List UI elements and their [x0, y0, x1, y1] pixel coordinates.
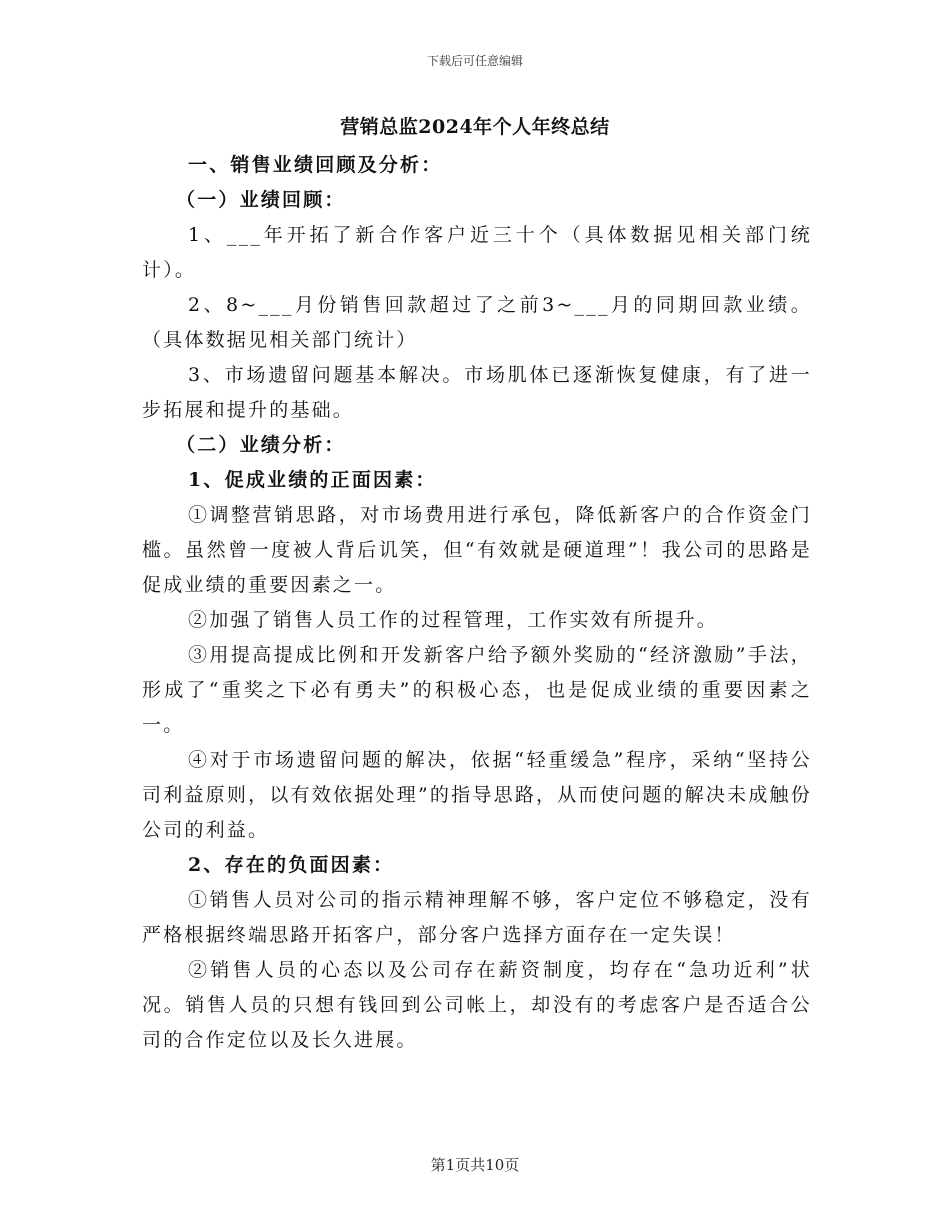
paragraph-new-clients: 1、___年开拓了新合作客户近三十个（具体数据见相关部门统计）。 — [142, 224, 812, 281]
page-header-note: 下载后可任意编辑 — [426, 54, 523, 68]
paragraph-positive-factor-3: ③用提高提成比例和开发新客户给予额外奖励的“经济激励”手法，形成了“重奖之下必有勇夫”的积极心态，也是促成业绩的重要因素之一。 — [142, 644, 812, 736]
paragraph-legacy-issues: 3、市场遗留问题基本解决。市场肌体已逐渐恢复健康，有了进一步拓展和提升的基础。 — [142, 364, 812, 421]
heading-positive-factors: 1、促成业绩的正面因素： — [188, 469, 437, 491]
document-body — [142, 148, 812, 1058]
paragraph-positive-factor-4: ④对于市场遗留问题的解决，依据“轻重缓急”程序，采纳“坚持公司利益原则，以有效依据处理”的指导思路，从而使问题的解决未成触份公司的利益。 — [142, 749, 812, 841]
paragraph-payment-collection: 2、8~___月份销售回款超过了之前3~___月的同期回款业绩。（具体数据见相关部门统计） — [142, 294, 812, 351]
subsection-heading-performance-analysis: （二）业绩分析： — [176, 434, 346, 456]
subsection-heading-performance-review: （一）业绩回顾： — [176, 189, 346, 211]
heading-negative-factors: 2、存在的负面因素： — [188, 854, 395, 876]
paragraph-positive-factor-2: ②加强了销售人员工作的过程管理，工作实效有所提升。 — [188, 609, 719, 631]
paragraph-positive-factor-1: ①调整营销思路，对市场费用进行承包，降低新客户的合作资金门槛。虽然曾一度被人背后讥笑，但“有效就是硬道理”！我公司的思路是促成业绩的重要因素之一。 — [142, 504, 812, 596]
paragraph-negative-factor-2: ②销售人员的心态以及公司存在薪资制度，均存在“急功近利”状况。销售人员的只想有钱回到公司帐上，却没有的考虑客户是否适合公司的合作定位以及长久进展。 — [142, 959, 812, 1051]
document-title: 营销总监2024年个人年终总结 — [340, 116, 610, 138]
paragraph-negative-factor-1: ①销售人员对公司的指示精神理解不够，客户定位不够稳定，没有严格根据终端思路开拓客户，部分客户选择方面存在一定失误！ — [142, 889, 812, 946]
section-heading-sales-review: 一、销售业绩回顾及分析： — [188, 154, 443, 176]
page-number: 第1页共10页 — [430, 1156, 520, 1174]
